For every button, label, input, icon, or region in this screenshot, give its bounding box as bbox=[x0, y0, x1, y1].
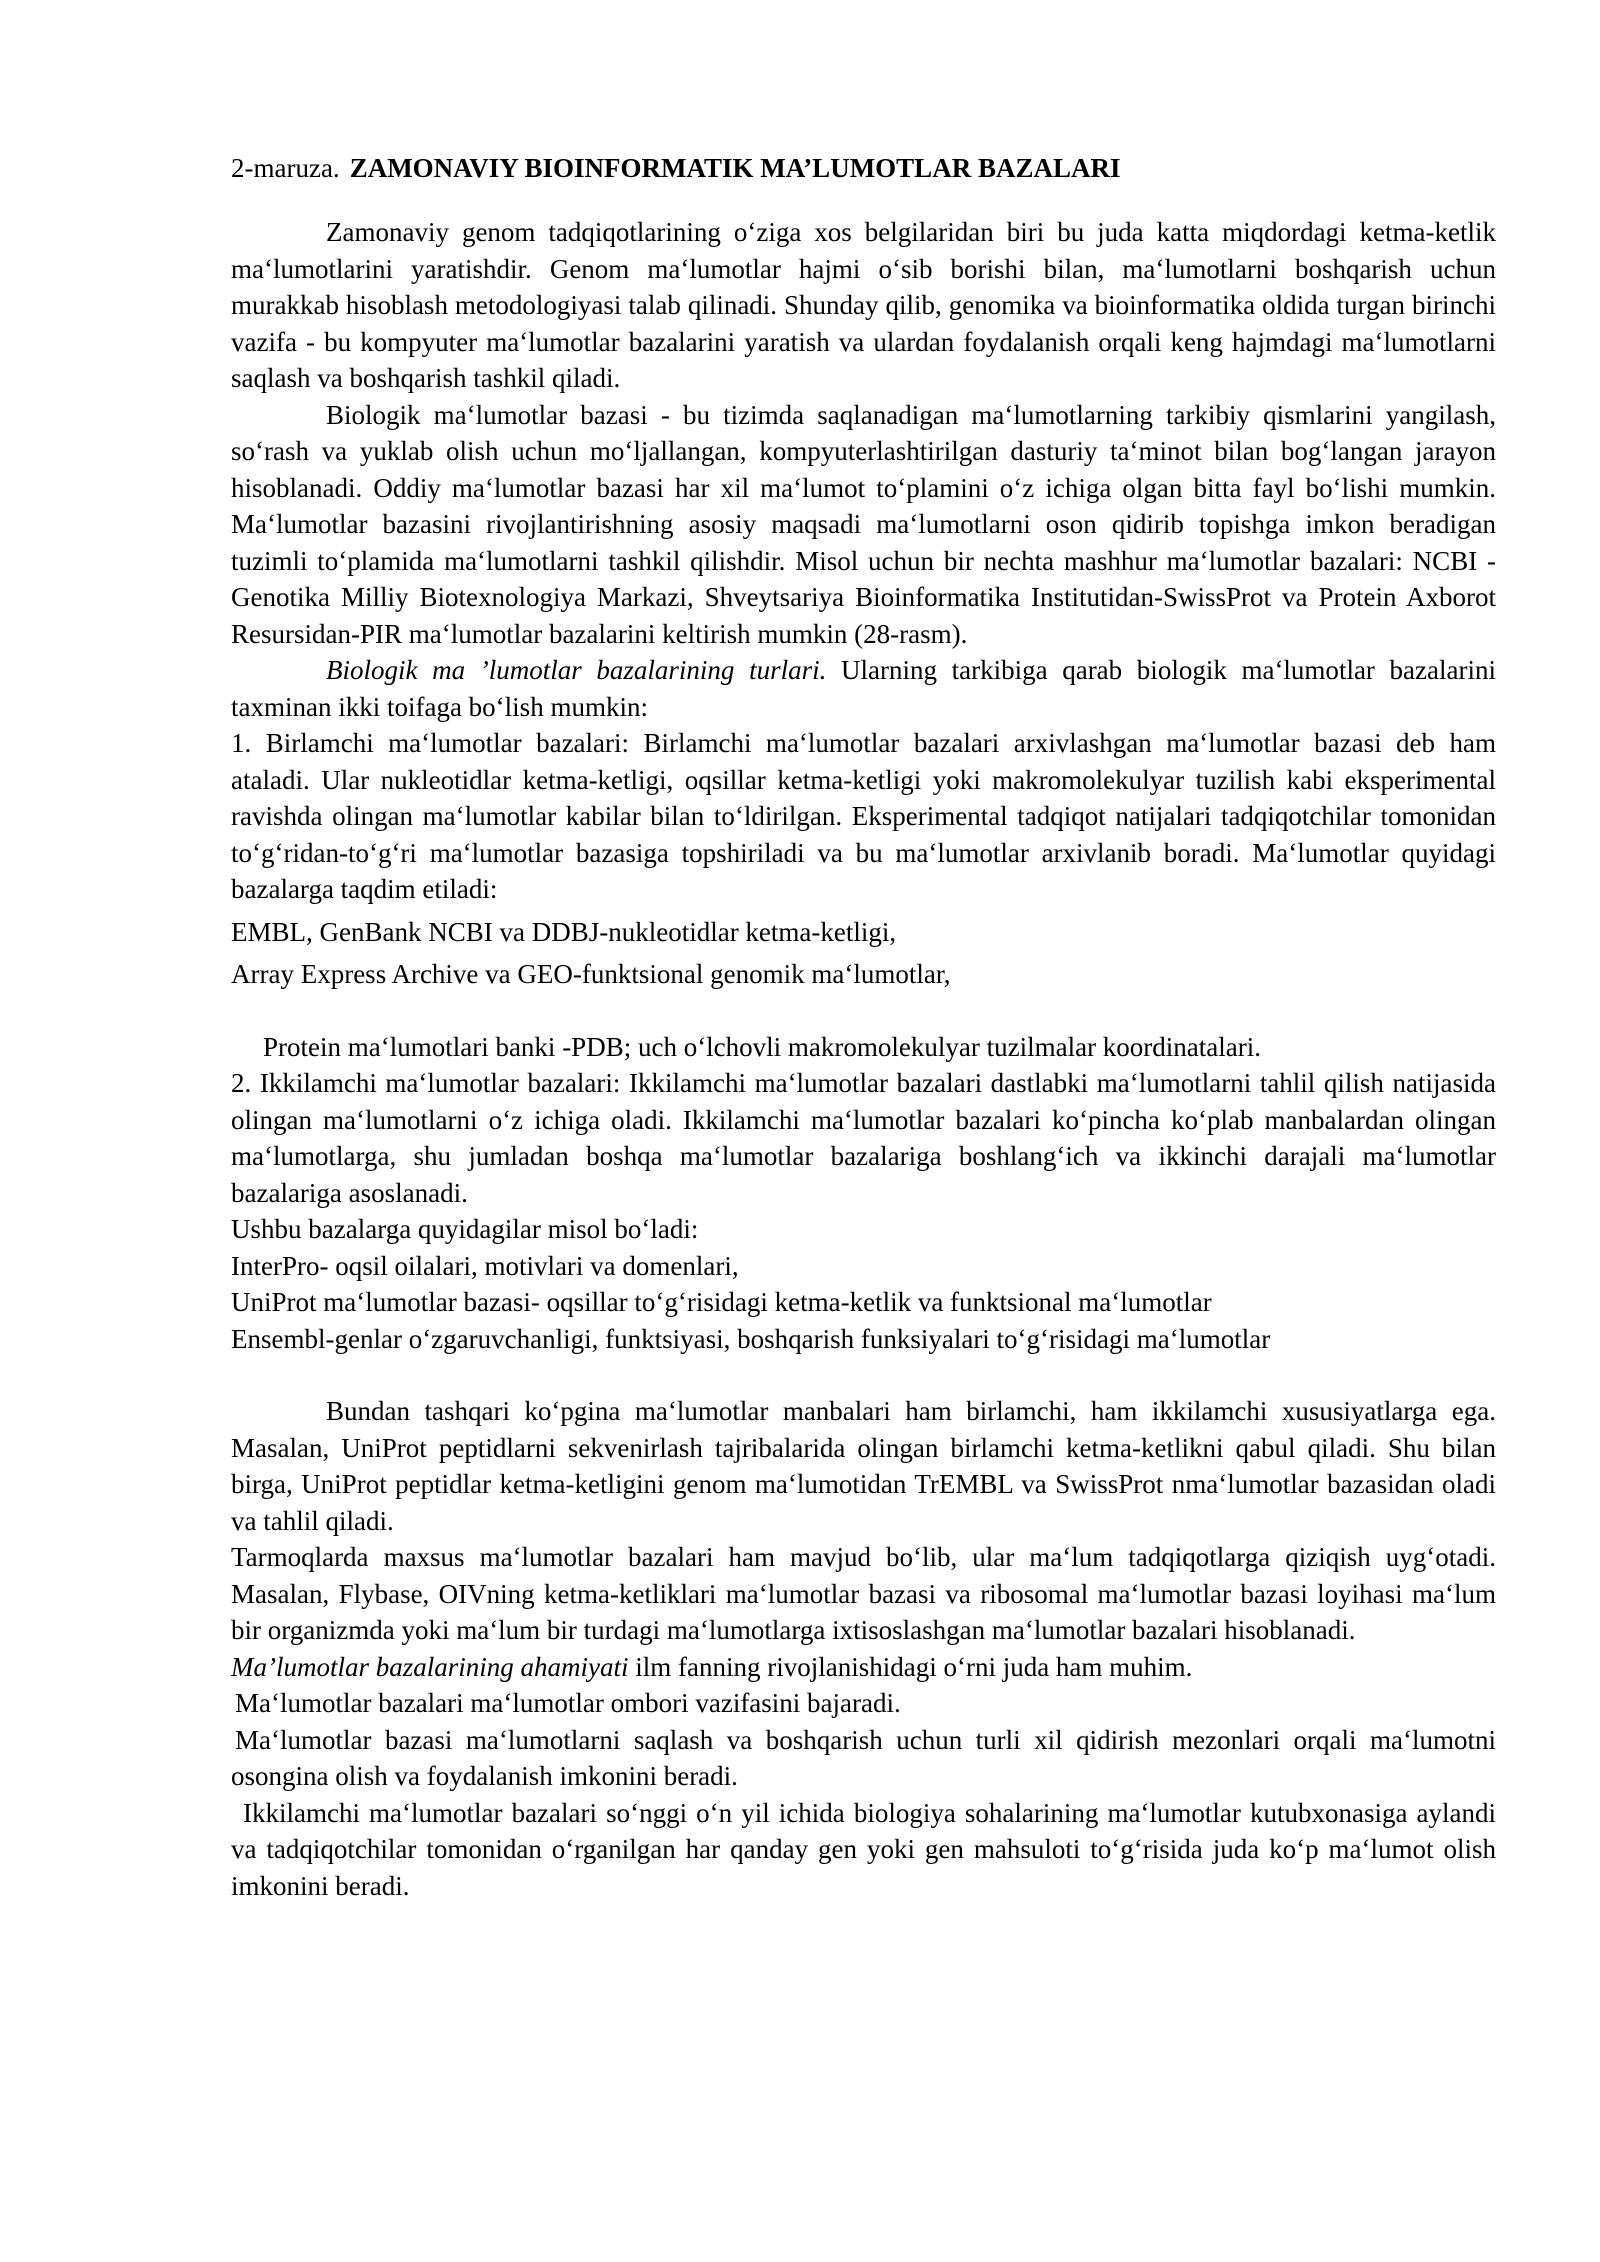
database-types-text: Ularning tarkibiga qarab biologik maʻlumotlar bazalarini taxminan ikki toifaga boʻlish mumkin: bbox=[231, 655, 1496, 722]
importance-heading: Ma’lumotlar bazalarining ahamiyati bbox=[231, 1651, 629, 1682]
list-item-pdb: Protein maʻlumotlari banki -PDB; uch oʻlchovli makromolekulyar tuzilmalar koordinatalari. bbox=[263, 1031, 1261, 1062]
paragraph-primary-databases: 1. Birlamchi maʻlumotlar bazalari: Birlamchi maʻlumotlar bazalari arxivlashgan maʻlumotlar bazasi deb ham ataladi. Ular nukleotidlar ketma-ketligi, oqsillar ketma-ketligi yoki makromolekulyar tuzilish kabi eksperimental ravishda olingan maʻlumotlar kabilar bilan toʻldirilgan. Eksperimental tadqiqot natijalari tadqiqotchilar tomonidan toʻgʻridan-toʻgʻri maʻlumotlar bazasiga topshiriladi va bu maʻlumotlar arxivlanib boradi. Maʻlumotlar quyidagi bazalarga taqdim etiladi: bbox=[231, 728, 1496, 904]
lecture-heading: ZAMONAVIY BIOINFORMATIK MA’LUMOTLAR BAZALARI bbox=[349, 153, 1121, 183]
list-item-uniprot: UniProt maʻlumotlar bazasi- oqsillar toʻgʻrisidagi ketma-ketlik va funktsional maʻlumotlar bbox=[231, 1287, 1212, 1317]
paragraph-search-criteria: Maʻlumotlar bazasi maʻlumotlarni saqlash va boshqarish uchun turli xil qidirish mezonlari orqali maʻlumotni osongina olish va foydalanish imkonini beradi. bbox=[231, 1724, 1496, 1791]
importance-text: ilm fanning rivojlanishidagi oʻrni juda ham muhim. bbox=[628, 1651, 1193, 1682]
document-body bbox=[231, 150, 1496, 1904]
paragraph-secondary-databases: 2. Ikkilamchi maʻlumotlar bazalari: Ikkilamchi maʻlumotlar bazalari dastlabki maʻlumotlarni tahlil qilish natijasida olingan maʻlumotlarni oʻz ichiga oladi. Ikkilamchi maʻlumotlar bazalari koʻpincha koʻplab manbalardan olingan maʻlumotlarga, shu jumladan boshqa maʻlumotlar bazalariga boshlangʻich va ikkinchi darajali maʻlumotlar bazalariga asoslanadi. bbox=[231, 1068, 1496, 1208]
list-item-interpro: InterPro- oqsil oilalari, motivlari va domenlari, bbox=[231, 1250, 739, 1281]
examples-intro: Ushbu bazalarga quyidagilar misol boʻladi: bbox=[231, 1214, 699, 1244]
list-item-array-express: Array Express Archive va GEO-funktsional genomik maʻlumotlar, bbox=[231, 959, 951, 989]
paragraph-intro: Zamonaviy genom tadqiqotlarining oʻziga xos belgilaridan biri bu juda katta miqdordagi ketma-ketlik maʻlumotlarini yaratishdir. Genom maʻlumotlar hajmi oʻsib borishi bilan, maʻlumotlarni boshqarish uchun murakkab hisoblash metodologiyasi talab qilinadi. Shunday qilib, genomika va bioinformatika oldida turgan birinchi vazifa - bu kompyuter maʻlumotlar bazalarini yaratish va ulardan foydalanish orqali keng hajmdagi maʻlumotlarni saqlash va boshqarish tashkil qiladi. bbox=[231, 217, 1496, 393]
paragraph-database-types bbox=[231, 652, 1496, 725]
paragraph-specialized-databases: Tarmoqlarda maxsus maʻlumotlar bazalari ham mavjud boʻlib, ular maʻlum tadqiqotlarga qiziqish uygʻotadi. Masalan, Flybase, OIVning ketma-ketliklari maʻlumotlar bazasi va ribosomal maʻlumotlar bazasi loyihasi maʻlum bir organizmda yoki maʻlum bir turdagi maʻlumotlarga ixtisoslashgan maʻlumotlar bazalari hisoblanadi. bbox=[231, 1542, 1496, 1645]
paragraph-repository: Maʻlumotlar bazalari maʻlumotlar ombori vazifasini bajaradi. bbox=[235, 1688, 901, 1718]
paragraph-secondary-library: Ikkilamchi maʻlumotlar bazalari soʻnggi oʻn yil ichida biologiya sohalarining maʻlumotlar kutubxonasiga aylandi va tadqiqotchilar tomonidan oʻrganilgan har qanday gen yoki gen mahsuloti toʻgʻrisida juda koʻp maʻlumot olish imkonini beradi. bbox=[231, 1797, 1496, 1901]
lecture-number: 2-maruza. bbox=[231, 153, 340, 183]
paragraph-mixed-sources: Bundan tashqari koʻpgina maʻlumotlar manbalari ham birlamchi, ham ikkilamchi xususiyatlarga ega. Masalan, UniProt peptidlarni sekvenirlash tajribalarida olingan birlamchi ketma-ketlikni qabul qiladi. Shu bilan birga, UniProt peptidlar ketma-ketligini genom maʻlumotidan TrEMBL va SwissProt nmaʻlumotlar bazasidan oladi va tahlil qiladi. bbox=[231, 1396, 1496, 1536]
list-item-embl: EMBL, GenBank NCBI va DDBJ-nukleotidlar ketma-ketligi, bbox=[231, 916, 897, 947]
database-types-heading: Biologik ma ’lumotlar bazalarining turlari. bbox=[326, 655, 827, 685]
list-item-ensembl: Ensembl-genlar oʻzgaruvchanligi, funktsiyasi, boshqarish funksiyalari toʻgʻrisidagi maʻlumotlar bbox=[231, 1323, 1271, 1354]
paragraph-biological-database: Biologik maʻlumotlar bazasi - bu tizimda saqlanadigan maʻlumotlarning tarkibiy qismlarini yangilash, soʻrash va yuklab olish uchun moʻljallangan, kompyuterlashtirilgan dasturiy taʻminot bilan bogʻlangan jarayon hisoblanadi. Oddiy maʻlumotlar bazasi har xil maʻlumot toʻplamini oʻz ichiga olgan bitta fayl boʻlishi mumkin. Maʻlumotlar bazasini rivojlantirishning asosiy maqsadi maʻlumotlarni oson qidirib topishga imkon beradigan tuzimli toʻplamida maʻlumotlarni tashkil qilishdir. Misol uchun bir nechta mashhur maʻlumotlar bazalari: NCBI - Genotika Milliy Biotexnologiya Markazi, Shveytsariya Bioinformatika Institutidan-SwissProt va Protein Axborot Resursidan-PIR maʻlumotlar bazalarini keltirish mumkin (28-rasm). bbox=[231, 399, 1496, 649]
document-title bbox=[231, 150, 1496, 186]
paragraph-importance bbox=[231, 1649, 1496, 1686]
